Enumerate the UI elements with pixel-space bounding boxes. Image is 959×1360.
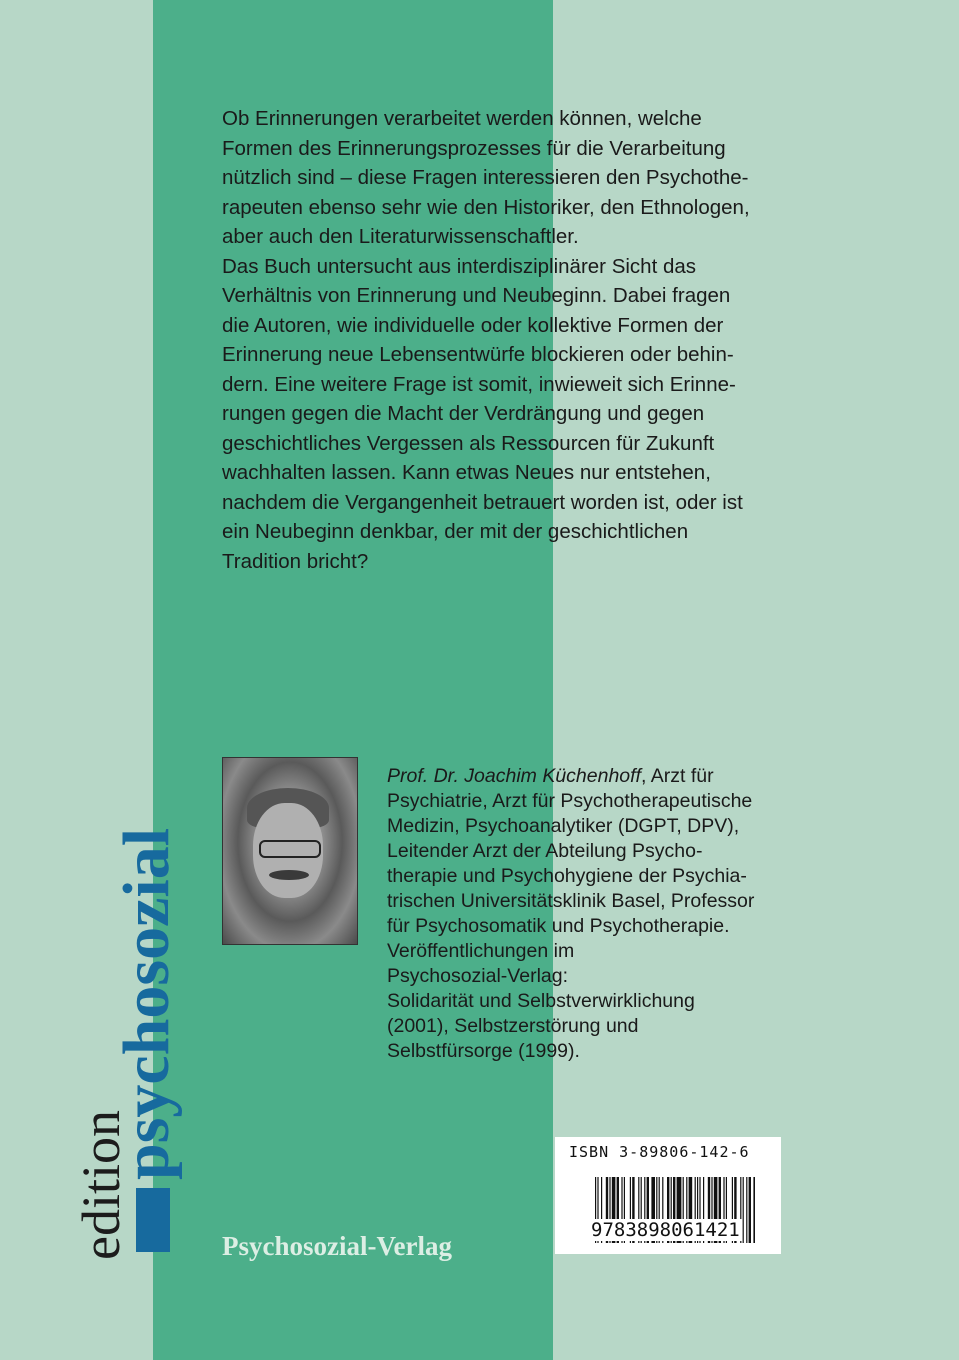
blurb-line: Tradition bricht? [222,549,369,573]
bio-line: Psychosozial-Verlag: [387,965,569,987]
bio-line: therapie und Psychohygiene der Psychia- [387,865,747,887]
author-photo [222,757,358,945]
bio-line: Leitender Arzt der Abteilung Psycho- [387,840,703,862]
isbn-barcode-box [555,1137,781,1254]
blurb-line: nachdem die Vergangenheit betrauert worden ist, oder ist [222,490,743,514]
bio-text: , Arzt für [640,765,714,787]
blurb-line: wachhalten lassen. Kann etwas Neues nur entstehen, [222,461,711,484]
blurb-line: geschichtliches Vergessen als Ressourcen für Zukunft [222,431,715,455]
bio-line: Selbstfürsorge (1999). [387,1040,580,1062]
ean-number: 9783898061421 [591,1219,740,1241]
blurb-line: Verhältnis von Erinnerung und Neubeginn. Dabei fragen [222,284,731,307]
blurb-line: nützlich sind – diese Fragen interessieren den Psychothe- [222,166,749,189]
barcode-bar [746,1177,747,1243]
blurb-line: ein Neubeginn denkbar, der mit der geschichtlichen [222,520,689,543]
blurb-line: Formen des Erinnerungsprozesses für die Verarbeitung [222,136,726,160]
blurb-line: rungen gegen die Macht der Verdrängung und gegen [222,402,705,425]
blurb-line: rapeuten ebenso sehr wie den Historiker, den Ethnologen, [222,195,750,219]
bio-line: Veröffentlichungen im [387,940,575,962]
author-bio [387,764,754,1064]
author-name: Prof. Dr. Joachim Küchenhoff [387,765,641,787]
barcode-bar [749,1177,751,1243]
bio-line: (2001), Selbstzerstörung und [387,1015,639,1037]
bio-line [387,764,754,789]
blurb-line: die Autoren, wie individuelle oder kollektive Formen der [222,313,724,337]
bio-line: trischen Universitätsklinik Basel, Professor [387,890,755,912]
isbn-label: ISBN 3-89806-142-6 [569,1143,750,1161]
bio-line: Psychiatrie, Arzt für Psychotherapeutische [387,790,753,812]
bio-line: Medizin, Psychoanalytiker (DGPT, DPV), [387,815,740,837]
blurb-line: Das Buch untersucht aus interdisziplinärer Sicht das [222,254,697,278]
blurb-line: aber auch den Literaturwissenschaftler. [222,225,579,248]
barcode-bar [753,1177,755,1243]
logo-edition: edition [71,1110,131,1260]
blurb-line: Ob Erinnerungen verarbeitet werden können, welche [222,107,702,130]
barcode-bar [743,1177,744,1243]
bio-line: für Psychosomatik und Psychotherapie. [387,915,730,937]
bio-line: Solidarität und Selbstverwirklichung [387,990,695,1012]
blurb-line: dern. Eine weitere Frage ist somit, inwieweit sich Erinne- [222,372,736,396]
blurb-line: Erinnerung neue Lebensentwürfe blockieren oder behin- [222,343,734,366]
publisher-name: Psychosozial-Verlag [222,1231,452,1261]
logo-psychosozial: psychosozial [110,827,183,1180]
blurb-text [222,104,822,576]
logo-square [136,1188,170,1252]
